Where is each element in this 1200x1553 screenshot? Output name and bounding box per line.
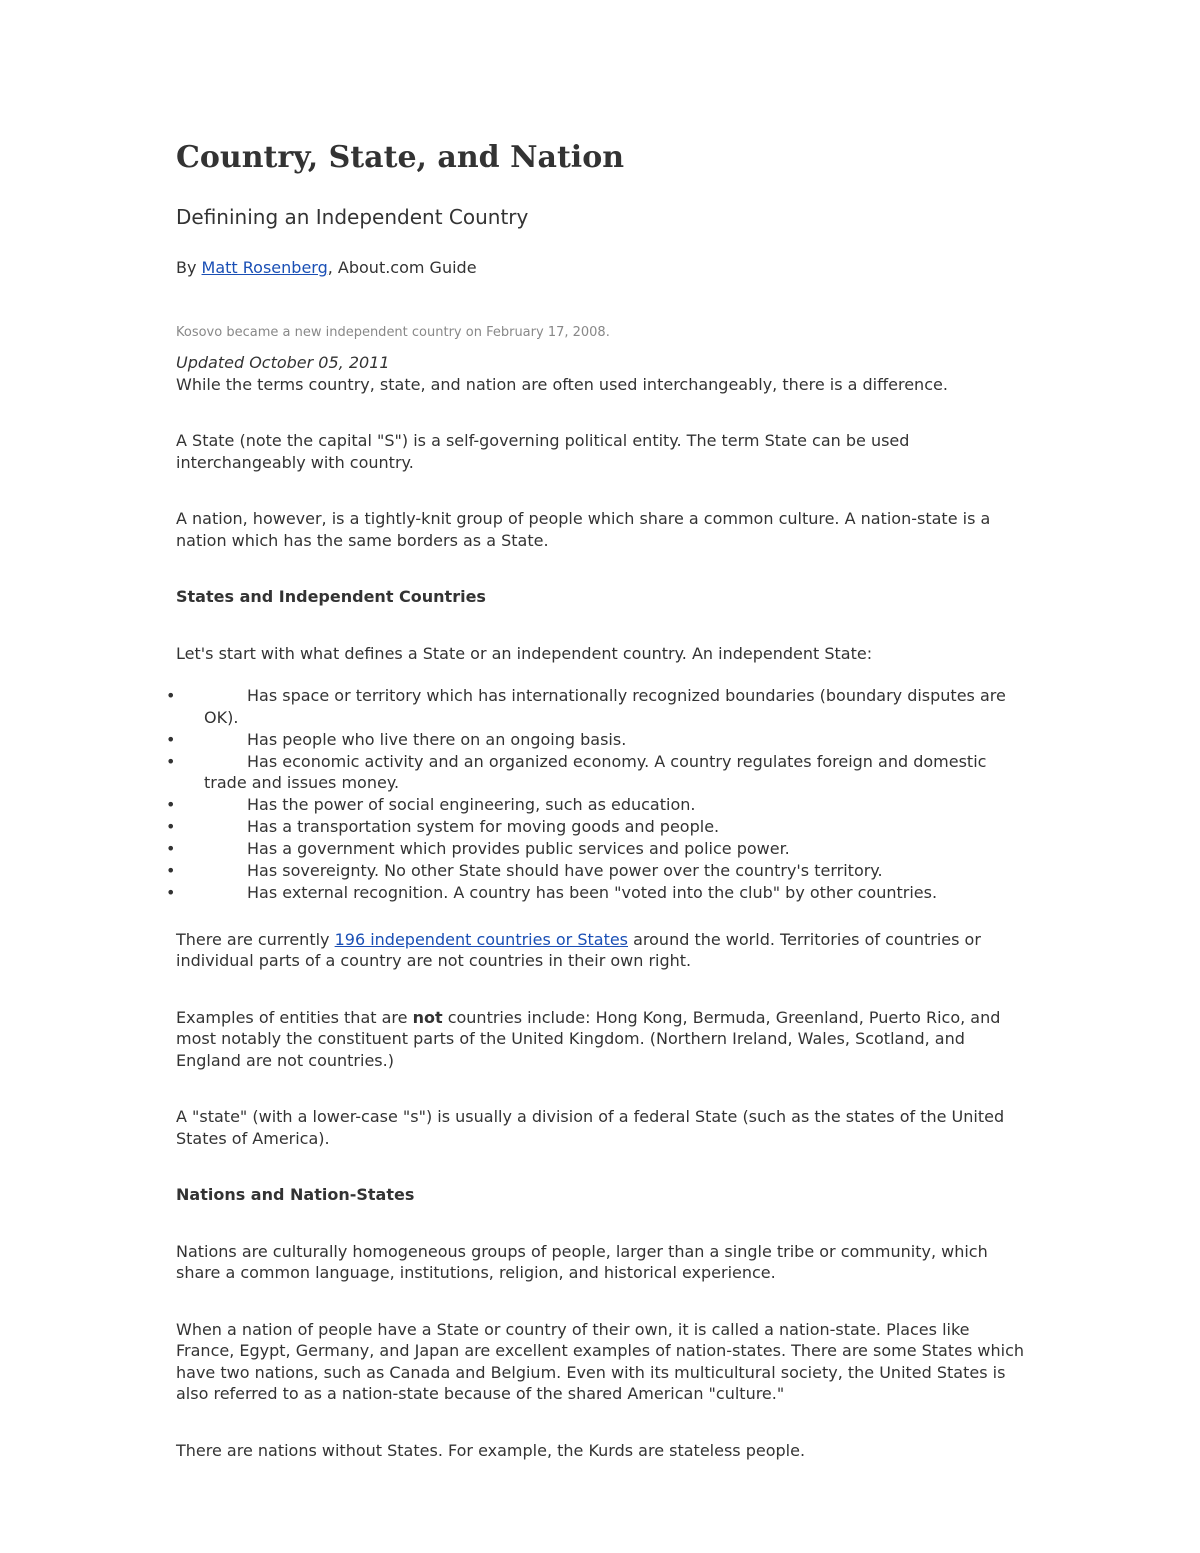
- countries-list-link[interactable]: 196 independent countries or States: [334, 929, 629, 949]
- section-heading-nations: Nations and Nation-States: [176, 1185, 415, 1204]
- state-definition-paragraph: A State (note the capital "S") is a self-governing political entity. The term State can be used interchangeably with country.: [176, 431, 910, 472]
- intro-paragraph: [176, 352, 1026, 395]
- byline-prefix: By: [176, 258, 202, 277]
- image-caption: Kosovo became a new independent country on February 17, 2008.: [176, 325, 610, 340]
- criteria-text: Has a transportation system for moving goods and people.: [247, 817, 720, 836]
- criteria-list-item: [166, 882, 1026, 904]
- lowercase-state-paragraph: A "state" (with a lower-case "s") is usually a division of a federal State (such as the states of the United States of America).: [176, 1107, 1005, 1148]
- country-count-paragraph: [176, 929, 1026, 972]
- criteria-list: [166, 685, 1026, 904]
- criteria-text: Has economic activity and an organized economy. A country regulates foreign and domestic trade and issues money.: [204, 751, 987, 792]
- examples-paragraph: [176, 1007, 1026, 1072]
- nation-state-paragraph: When a nation of people have a State or country of their own, it is called a nation-state. Places like France, Egypt, Germany, and Japan are excellent examples of nation-states. There are some States which have two nations, such as Canada and Belgium. Even with its multicultural society, the United States is also referred to as a nation-state because of the shared American "culture.": [176, 1319, 1025, 1403]
- bullet-icon: •: [166, 729, 176, 749]
- bullet-icon: •: [166, 861, 176, 880]
- article-subtitle: Definining an Independent Country: [176, 205, 529, 229]
- criteria-list-item: [166, 729, 1026, 751]
- bullet-icon: •: [166, 839, 176, 858]
- author-link[interactable]: Matt Rosenberg: [201, 258, 328, 277]
- criteria-lead-paragraph: Let's start with what defines a State or an independent country. An independent State:: [176, 643, 873, 663]
- criteria-list-item: [166, 838, 1026, 860]
- criteria-text: Has people who live there on an ongoing basis.: [247, 729, 627, 749]
- stateless-paragraph: There are nations without States. For example, the Kurds are stateless people.: [176, 1440, 806, 1460]
- bullet-icon: •: [166, 751, 176, 771]
- criteria-list-item: [166, 751, 1026, 794]
- examples-suffix: countries include: Hong Kong, Bermuda, Greenland, Puerto Rico, and most notably the constituent parts of the United Kingdom. (Northern Ireland, Wales, Scotland, and England are not countries.): [176, 1007, 1001, 1070]
- criteria-list-item: [166, 816, 1026, 838]
- article-title: Country, State, and Nation: [176, 140, 625, 175]
- bullet-icon: •: [166, 883, 176, 902]
- criteria-list-item: [166, 685, 1026, 728]
- bullet-icon: •: [166, 817, 176, 836]
- count-prefix: There are currently: [176, 929, 335, 949]
- criteria-list-item: [166, 860, 1026, 882]
- bullet-icon: •: [166, 686, 176, 705]
- byline-suffix: , About.com Guide: [327, 258, 477, 277]
- criteria-text: Has a government which provides public services and police power.: [247, 839, 790, 858]
- bullet-icon: •: [166, 795, 176, 814]
- criteria-text: Has sovereignty. No other State should have power over the country's territory.: [247, 861, 883, 880]
- count-suffix: around the world. Territories of countries or individual parts of a country are not countries in their own right.: [176, 929, 981, 970]
- intro-text: While the terms country, state, and nation are often used interchangeably, there is a difference.: [176, 374, 948, 394]
- byline: [176, 258, 477, 277]
- criteria-text: Has the power of social engineering, such as education.: [247, 795, 696, 814]
- nations-definition-paragraph: Nations are culturally homogeneous groups of people, larger than a single tribe or community, which share a common language, institutions, religion, and historical experience.: [176, 1241, 988, 1282]
- nation-definition-paragraph: A nation, however, is a tightly-knit group of people which share a common culture. A nation-state is a nation which has the same borders as a State.: [176, 509, 991, 550]
- article-body: [166, 352, 1026, 1496]
- examples-bold: not: [412, 1007, 443, 1027]
- updated-date: Updated October 05, 2011: [176, 353, 390, 372]
- criteria-text: Has external recognition. A country has been "voted into the club" by other countries.: [247, 883, 938, 902]
- criteria-list-item: [166, 794, 1026, 816]
- examples-prefix: Examples of entities that are: [176, 1007, 413, 1027]
- section-heading-states: States and Independent Countries: [176, 587, 486, 606]
- criteria-text: Has space or territory which has internationally recognized boundaries (boundary disputes are OK).: [204, 686, 1006, 727]
